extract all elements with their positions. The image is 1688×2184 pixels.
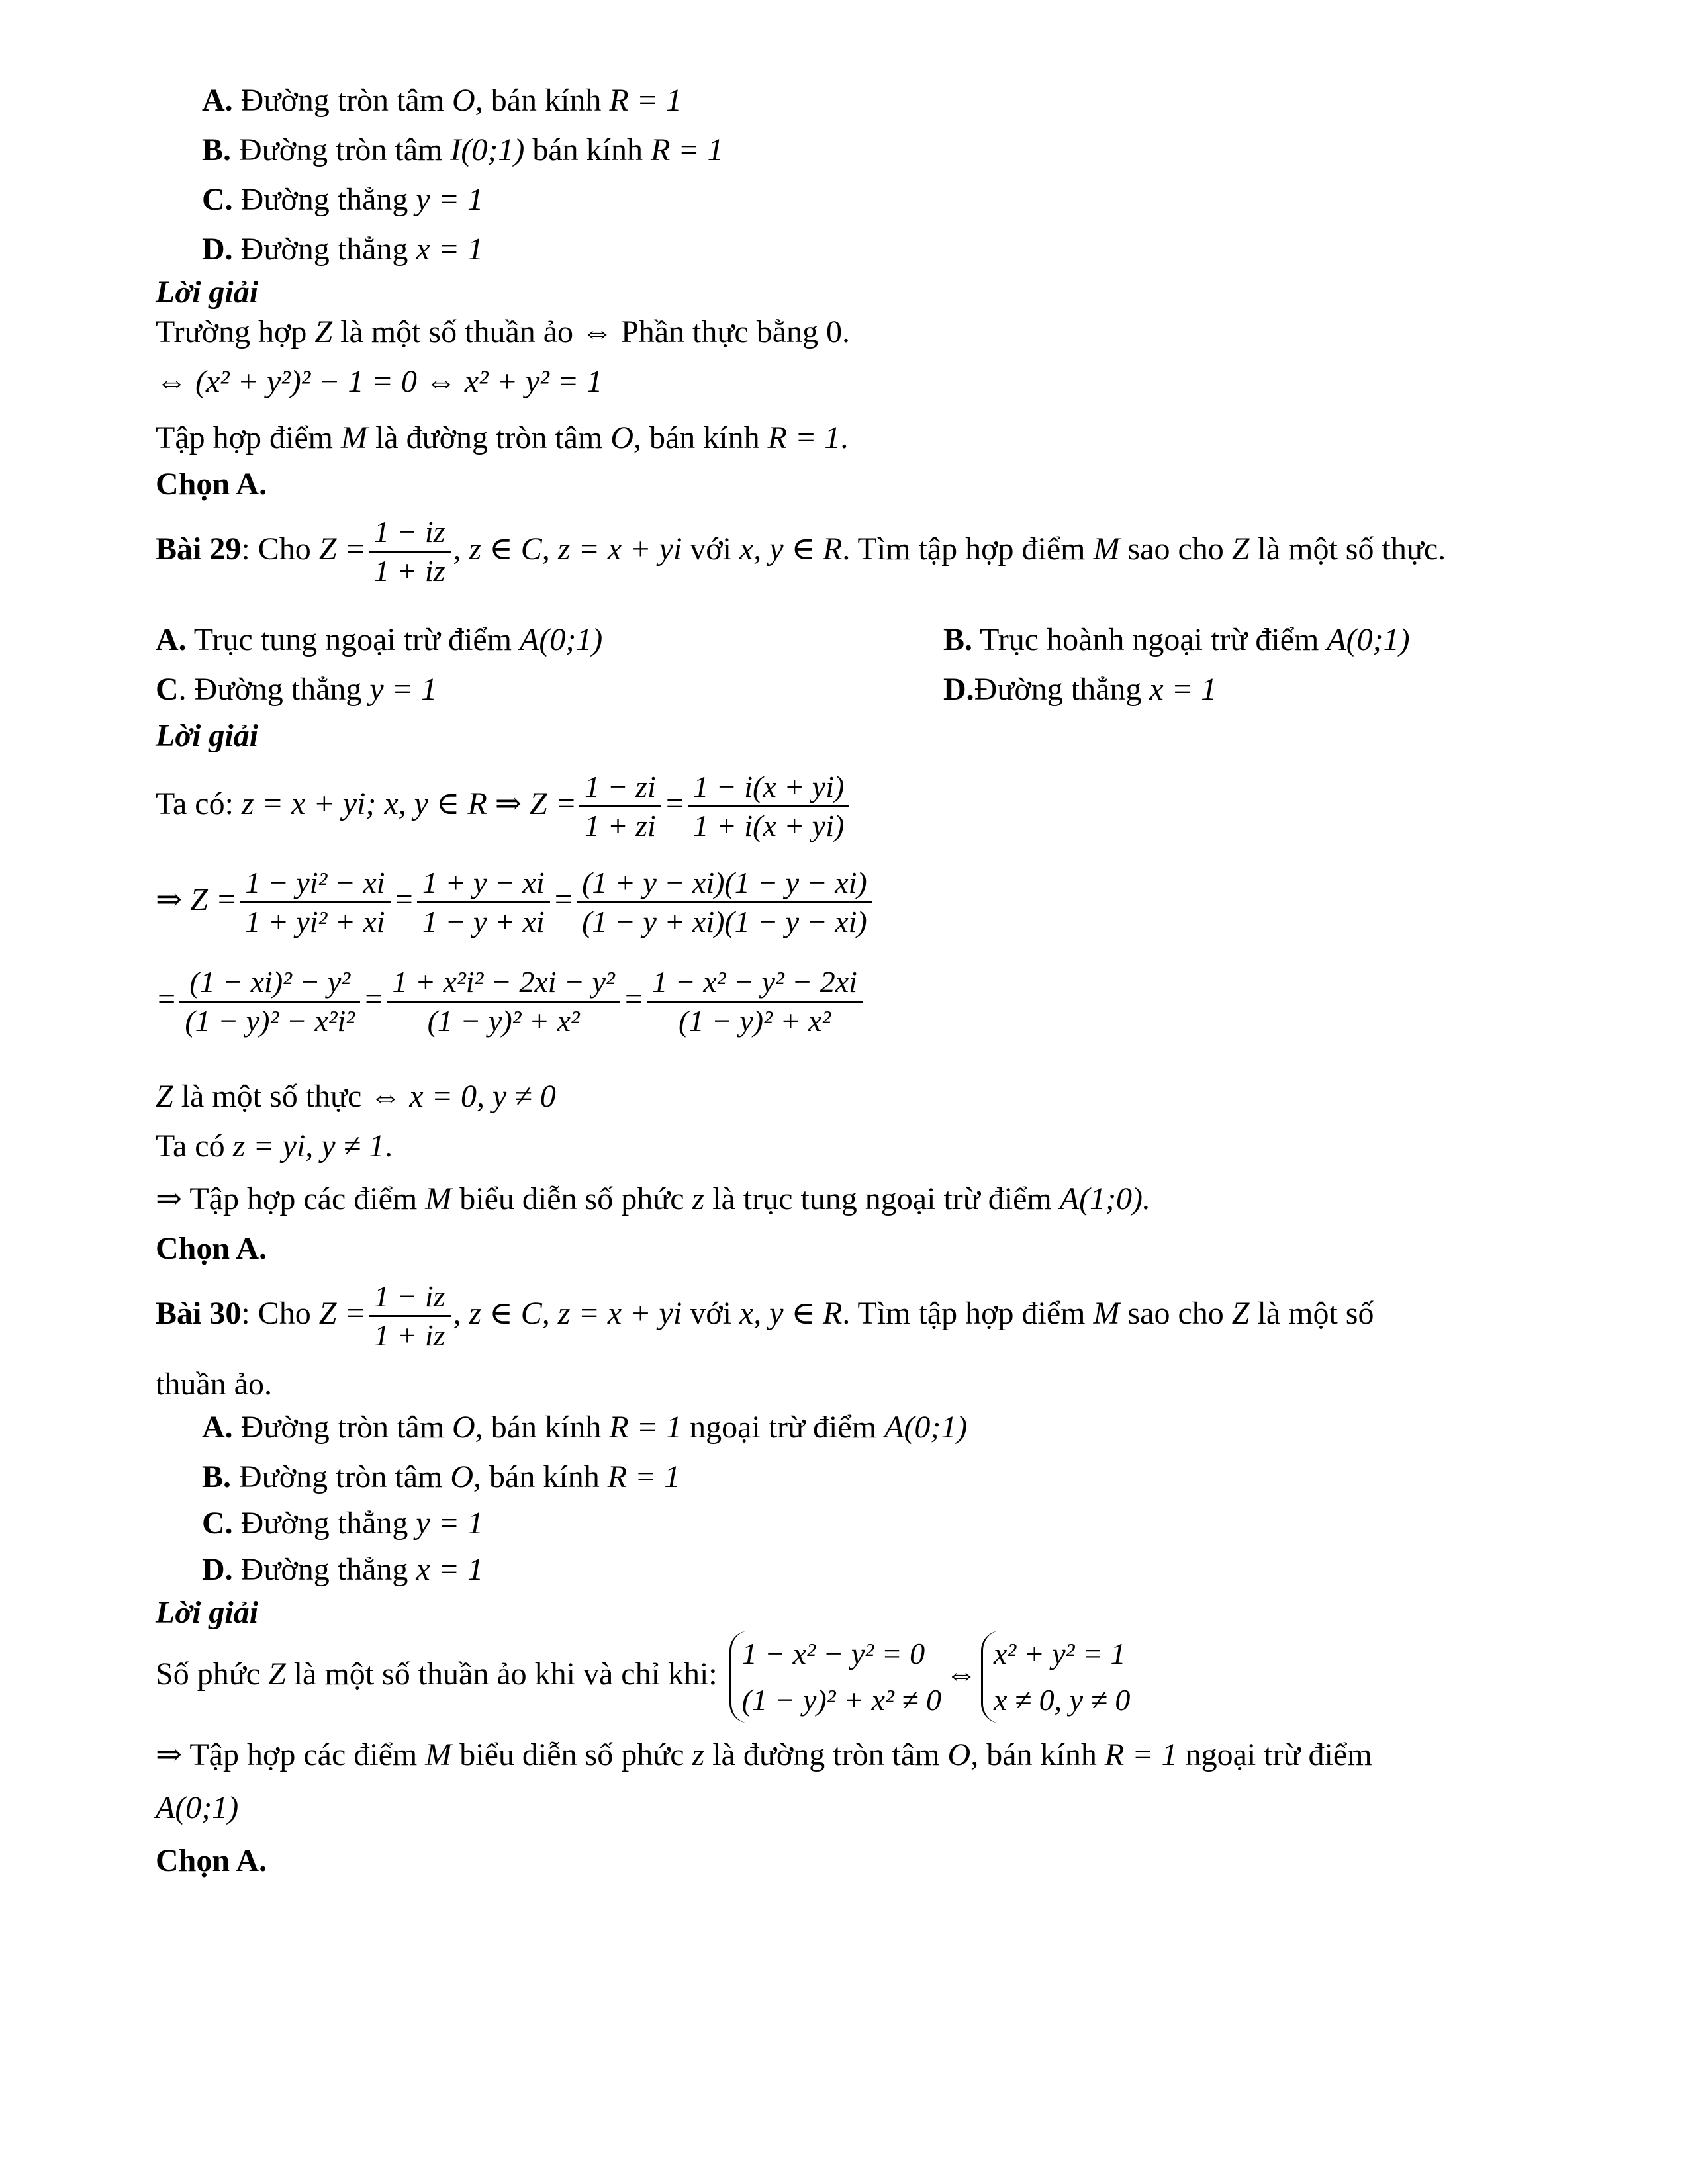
option-d: D. Đường thẳng x = 1	[202, 1552, 484, 1587]
problem-30-cont: thuần ảo.	[156, 1367, 272, 1402]
solution-conclusion: ⇒ Tập hợp các điểm M biểu diễn số phức z là đường tròn tâm O, bán kính R = 1 ngoại trừ điểm	[156, 1737, 1372, 1772]
fraction: $\frac{1 - iz}{1 + iz}$	[369, 514, 451, 590]
solution-conclusion: Tập hợp điểm M là đường tròn tâm O, bán kính R = 1.	[156, 420, 849, 455]
fraction: $\frac{1 - iz}{1 + iz}$	[369, 1278, 451, 1354]
option-c: C. Đường thẳng y = 1	[202, 182, 484, 217]
option-a: A. Trục tung ngoại trừ điểm A(0;1)	[156, 622, 603, 657]
solution-step: ⇒ Z = $\frac{\text{1 − yi² − xi}}{\text{1 + yi² + xi}}$ = $\frac{1 + y - xi}{1 - y + xi}$ = $\frac{(1 + y - xi)(1 - y - xi)}{(1 - y + xi)(1 - y - xi)}$	[156, 860, 875, 940]
fraction: $\frac{\text{1 − yi² − xi}}{\text{1 + yi² + xi}}$	[240, 864, 390, 940]
answer-choice: Chọn A.	[156, 1843, 267, 1878]
solution-conclusion-point: A(0;1)	[156, 1790, 239, 1825]
solution-step: Ta có z = yi, y ≠ 1.	[156, 1128, 393, 1163]
solution-equation: ⇔ (x² + y²)² − 1 = 0 ⇔ x² + y² = 1	[156, 364, 603, 399]
fraction: $\frac{1 - i(x + yi)}{1 + i(x + yi)}$	[688, 768, 849, 844]
solution-step: Z là một số thực ⇔ x = 0, y ≠ 0	[156, 1079, 556, 1114]
option-b: B. Trục hoành ngoại trừ điểm A(0;1)	[943, 622, 1410, 657]
problem-29: Bài 29: Cho Z = $\frac{1 - iz}{1 + iz}$ , z ∈ C, z = x + yi với x, y ∈ R. Tìm tập hợp điểm M sao cho Z là một số thực.	[156, 510, 1446, 590]
fraction: $\frac{\text{1 + x²i² − 2xi − y²}}{\text{(1 − y)² + x²}}$	[387, 964, 620, 1040]
solution-step: Số phức Z là một số thuần ảo khi và chỉ khi: 1 − x² − y² = 0 (1 − y)² + x² ≠ 0 ⇔ x² + y² = 1 x ≠ 0, y ≠ 0	[156, 1625, 1134, 1724]
option-c: C. Đường thẳng y = 1	[202, 1506, 484, 1541]
answer-choice: Chọn A.	[156, 1231, 267, 1266]
equation-system: x² + y² = 1 x ≠ 0, y ≠ 0	[981, 1631, 1130, 1723]
option-a: A. Đường tròn tâm O, bán kính R = 1 ngoại trừ điểm A(0;1)	[202, 1410, 968, 1445]
solution-label: Lời giải	[156, 275, 259, 310]
option-a: A. Đường tròn tâm O, bán kính R = 1	[202, 83, 682, 118]
solution-step: = $\frac{\text{(1 − xi)² − y²}}{\text{(1 − y)² − x²i²}}$ = $\frac{\text{1 + x²i² − 2xi − y²}}{\text{(1 − y)² + x²}}$ = $\frac{\text{1 − x² − y² − 2xi}}{\text{(1 − y)² + x²}}$	[156, 960, 865, 1040]
problem-30: Bài 30: Cho Z = $\frac{1 - iz}{1 + iz}$ , z ∈ C, z = x + yi với x, y ∈ R. Tìm tập hợp điểm M sao cho Z là một số	[156, 1274, 1374, 1354]
option-d: D. Đường thẳng x = 1	[202, 232, 484, 267]
solution-line: Trường hợp Z là một số thuần ảo ⇔ Phần thực bằng 0.	[156, 314, 851, 349]
fraction: $\frac{1 + y - xi}{1 - y + xi}$	[417, 864, 550, 940]
fraction: $\frac{\text{(1 − xi)² − y²}}{\text{(1 − y)² − x²i²}}$	[179, 964, 360, 1040]
option-d: D.Đường thẳng x = 1	[943, 672, 1217, 707]
solution-label: Lời giải	[156, 1595, 259, 1630]
fraction: $\frac{1 - zi}{1 + zi}$	[579, 768, 661, 844]
solution-conclusion: ⇒ Tập hợp các điểm M biểu diễn số phức z là trục tung ngoại trừ điểm A(1;0).	[156, 1181, 1151, 1216]
equation-system: 1 − x² − y² = 0 (1 − y)² + x² ≠ 0	[729, 1631, 941, 1723]
solution-step: Ta có: z = x + yi; x, y ∈ R ⇒ Z = $\frac{1 - zi}{1 + zi}$ = $\frac{1 - i(x + yi)}{1 + i(x + yi)}$	[156, 764, 852, 844]
solution-label: Lời giải	[156, 718, 259, 753]
option-c: C. Đường thẳng y = 1	[156, 672, 438, 707]
option-b: B. Đường tròn tâm I(0;1) bán kính R = 1	[202, 132, 724, 167]
option-b: B. Đường tròn tâm O, bán kính R = 1	[202, 1459, 680, 1494]
fraction: $\frac{\text{1 − x² − y² − 2xi}}{\text{(1 − y)² + x²}}$	[647, 964, 863, 1040]
answer-choice: Chọn A.	[156, 467, 267, 502]
fraction: $\frac{(1 + y - xi)(1 - y - xi)}{(1 - y + xi)(1 - y - xi)}$	[577, 864, 872, 940]
